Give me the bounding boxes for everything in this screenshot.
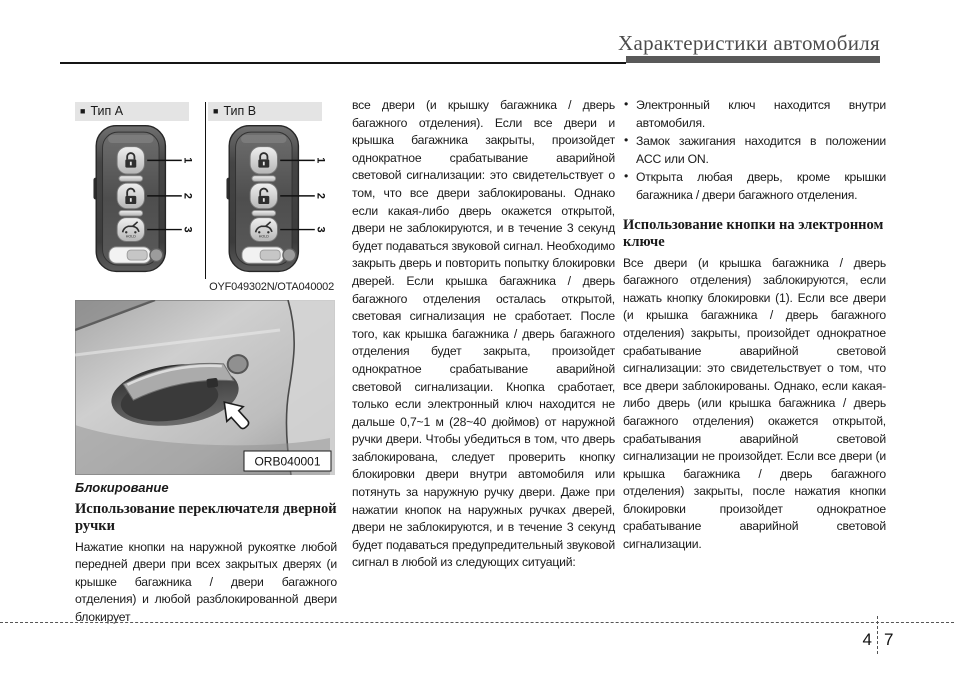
keyfob-figure xyxy=(75,100,335,295)
right-paragraph: Все двери (и крышка багажника / дверь багажного отделения) заблокируются, если нажать кнопку блокировки (1). Если все двери (и крышка багажника / дверь багажного отделения) закрыты, произойдет однократное срабатывание аварийной световой сигнализации: это свидетельствует о том, что все двери заблокированы. Однако, если какая-либо дверь (или крышка багажника / дверь багажного отделения) окажется открытой, срабатывания аварийной световой сигнализации не произойдет. Если все двери (и крышка багажника / дверь багажного отделения) закрыты, после нажатия кнопки блокировки произойдет однократное срабатывание аварийной световой сигнализации. xyxy=(623,255,886,552)
left-column xyxy=(75,479,337,627)
type-b-label-text: Тип B xyxy=(223,104,257,118)
keyfob-illustration xyxy=(78,123,200,276)
figure-divider xyxy=(205,102,206,279)
list-item xyxy=(623,133,886,168)
fob-key-latch xyxy=(260,250,280,260)
photo-caption: ORB040001 xyxy=(254,454,321,469)
footer-page-number: 7 xyxy=(884,630,894,649)
fob-gloss xyxy=(241,135,287,143)
footer-section-number: 4 xyxy=(862,630,872,649)
callout-number-2: 2 xyxy=(181,192,194,199)
footer-dashed-rule xyxy=(0,622,954,623)
middle-column xyxy=(352,97,615,572)
callout-number-3: 3 xyxy=(314,226,327,233)
type-a-label-text: Тип A xyxy=(90,104,124,118)
header-rule-thin xyxy=(60,62,626,64)
door-handle-photo xyxy=(75,300,335,475)
list-item xyxy=(623,169,886,204)
page-title: Характеристики автомобиля xyxy=(618,31,880,55)
hold-label: HOLD xyxy=(258,234,269,239)
list-item xyxy=(623,97,886,132)
callout-number-1: 1 xyxy=(181,157,194,164)
type-marker-icon: ■ xyxy=(80,106,86,116)
fob-gloss xyxy=(108,135,154,143)
fob-key-latch xyxy=(127,250,147,260)
type-b-label xyxy=(208,102,322,121)
bullet-marker: • xyxy=(624,169,629,184)
keyfob-panel-type-a xyxy=(75,100,203,280)
keyfob-figure-caption: OYF049302N/OTA040002 xyxy=(209,281,334,293)
hold-label: HOLD xyxy=(125,234,136,239)
header-rule-bar xyxy=(626,56,880,63)
door-handle-illustration xyxy=(75,300,335,475)
keyfob-panel-type-b xyxy=(208,100,336,280)
bullet-marker: • xyxy=(624,97,629,111)
footer-dashed-divider xyxy=(877,616,878,654)
handle-lock-button xyxy=(206,378,218,388)
callout-number-2: 2 xyxy=(314,192,327,199)
bullet-text: Открыта любая дверь, кроме крышки багажника / двери багажного отделения. xyxy=(636,170,886,202)
left-paragraph: Нажатие кнопки на наружной рукоятке любой передней двери при всех закрытых дверях (и крышке багажника / двери багажного отделения) и любой разблокированной двери блокирует xyxy=(75,539,337,624)
button-separator xyxy=(252,176,276,181)
left-heading: Использование переключателя дверной ручки xyxy=(75,500,337,535)
middle-paragraph: все двери (и крышку багажника / дверь багажного отделения). Если все двери и крышка багажника закрыты, произойдет однократное срабатывание аварийной световой сигнализации: это свидетельствует о том, что все двери заблокированы. Однако если какая-либо дверь окажется открытой, двери не заблокируются, и в течение 3 секунд будет подаваться звуковой сигнал. Необходимо закрыть дверь и повторить попытку блокировки дверей. Если крышка багажника / дверь багажного отделения осталась открытой, световая сигнализация не сработает. После того, как крышка багажника / дверь багажного отделения будет закрыта, произойдет однократное срабатывание аварийной световой сигнализации. Кнопка сработает, только если электронный ключ находится не дальше 0,7~1 м (28~40 дюймов) от наружной ручки двери. Чтобы убедиться в том, что дверь заблокирована, следует проверить кнопку блокировки двери внутри автомобиля или потянуть за наружную ручку двери. Даже при нажатии кнопок на наружных ручках дверей, двери не заблокируются, и в течение 3 секунд будет подаваться предупредительный звуковой сигнал в любой из следующих ситуаций: xyxy=(352,98,615,570)
button-separator xyxy=(119,176,143,181)
type-a-label xyxy=(75,102,189,121)
fob-ring-hole xyxy=(150,249,163,262)
bullet-text: Замок зажигания находится в положении ACC или ON. xyxy=(636,134,886,166)
keyfob-illustration xyxy=(211,123,333,276)
left-subtitle: Блокирование xyxy=(75,480,169,495)
right-heading: Использование кнопки на электронном ключе xyxy=(623,216,884,251)
right-column xyxy=(623,97,886,554)
button-separator xyxy=(119,210,143,215)
fob-ring-hole xyxy=(283,249,296,262)
button-separator xyxy=(252,210,276,215)
callout-number-3: 3 xyxy=(181,226,194,233)
callout-number-1: 1 xyxy=(314,157,327,164)
type-marker-icon: ■ xyxy=(213,106,219,116)
bullet-text: Электронный ключ находится внутри автомобиля. xyxy=(636,98,886,130)
bullet-marker: • xyxy=(624,133,629,148)
